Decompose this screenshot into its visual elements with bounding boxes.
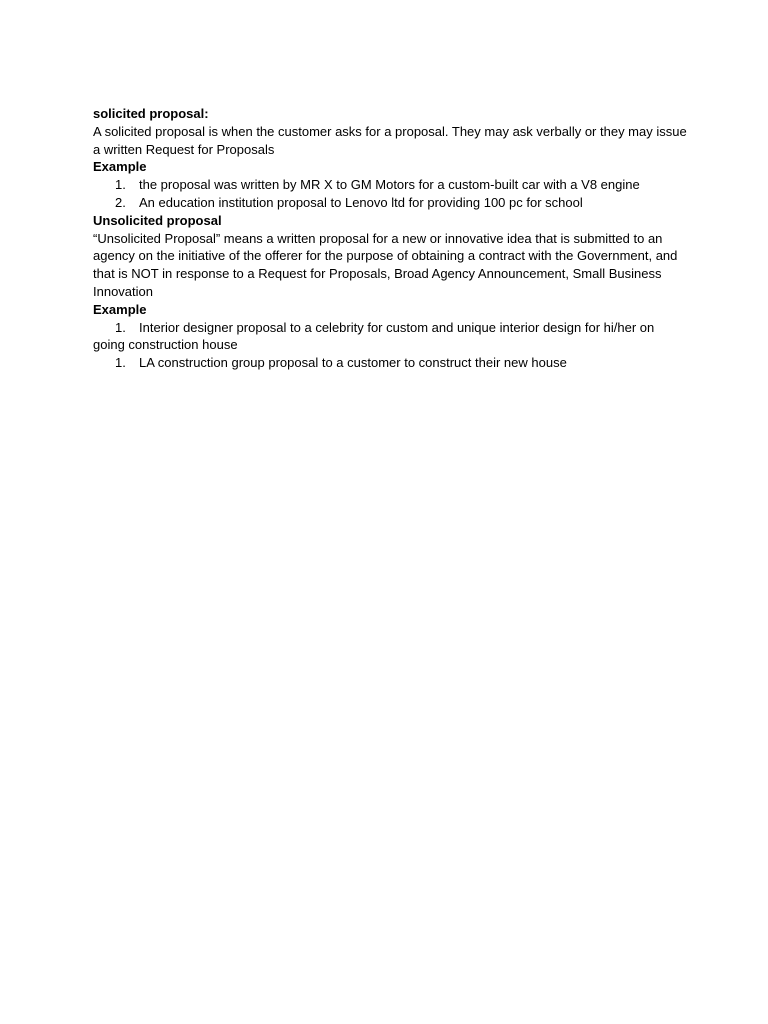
unsolicited-heading: Unsolicited proposal — [93, 212, 222, 228]
list-number: 1. — [115, 355, 126, 371]
solicited-body: A solicited proposal is when the customer asks for a proposal. They may ask verbally or they may issue a written Request for Proposals — [93, 123, 687, 157]
list-item-text: LA construction group proposal to a customer to construct their new house — [139, 355, 567, 371]
document-page — [93, 105, 693, 372]
example-heading-solicited: Example — [93, 159, 147, 175]
list-item — [93, 319, 693, 337]
list-item — [93, 354, 693, 372]
example-heading-unsolicited: Example — [93, 301, 147, 317]
unsolicited-body: “Unsolicited Proposal” means a written proposal for a new or innovative idea that is submitted to an agency on the initiative of the offerer for the purpose of obtaining a contract with the Government, and that is NOT in response to a Request for Proposals, Broad Agency Announcement, Small Business Innovation — [93, 230, 678, 299]
list-number: 1. — [115, 177, 126, 193]
list-item — [93, 194, 693, 212]
list-number: 2. — [115, 194, 126, 210]
list-item-text: Interior designer proposal to a celebrity for custom and unique interior design for hi/her on — [139, 319, 655, 335]
list-number: 1. — [115, 319, 126, 335]
list-item — [93, 176, 693, 194]
solicited-heading: solicited proposal: — [93, 106, 209, 121]
list-item-text: the proposal was written by MR X to GM Motors for a custom-built car with a V8 engine — [139, 177, 640, 193]
list-item-text: An education institution proposal to Lenovo ltd for providing 100 pc for school — [139, 194, 583, 210]
continuation-text: going construction house — [93, 337, 238, 353]
